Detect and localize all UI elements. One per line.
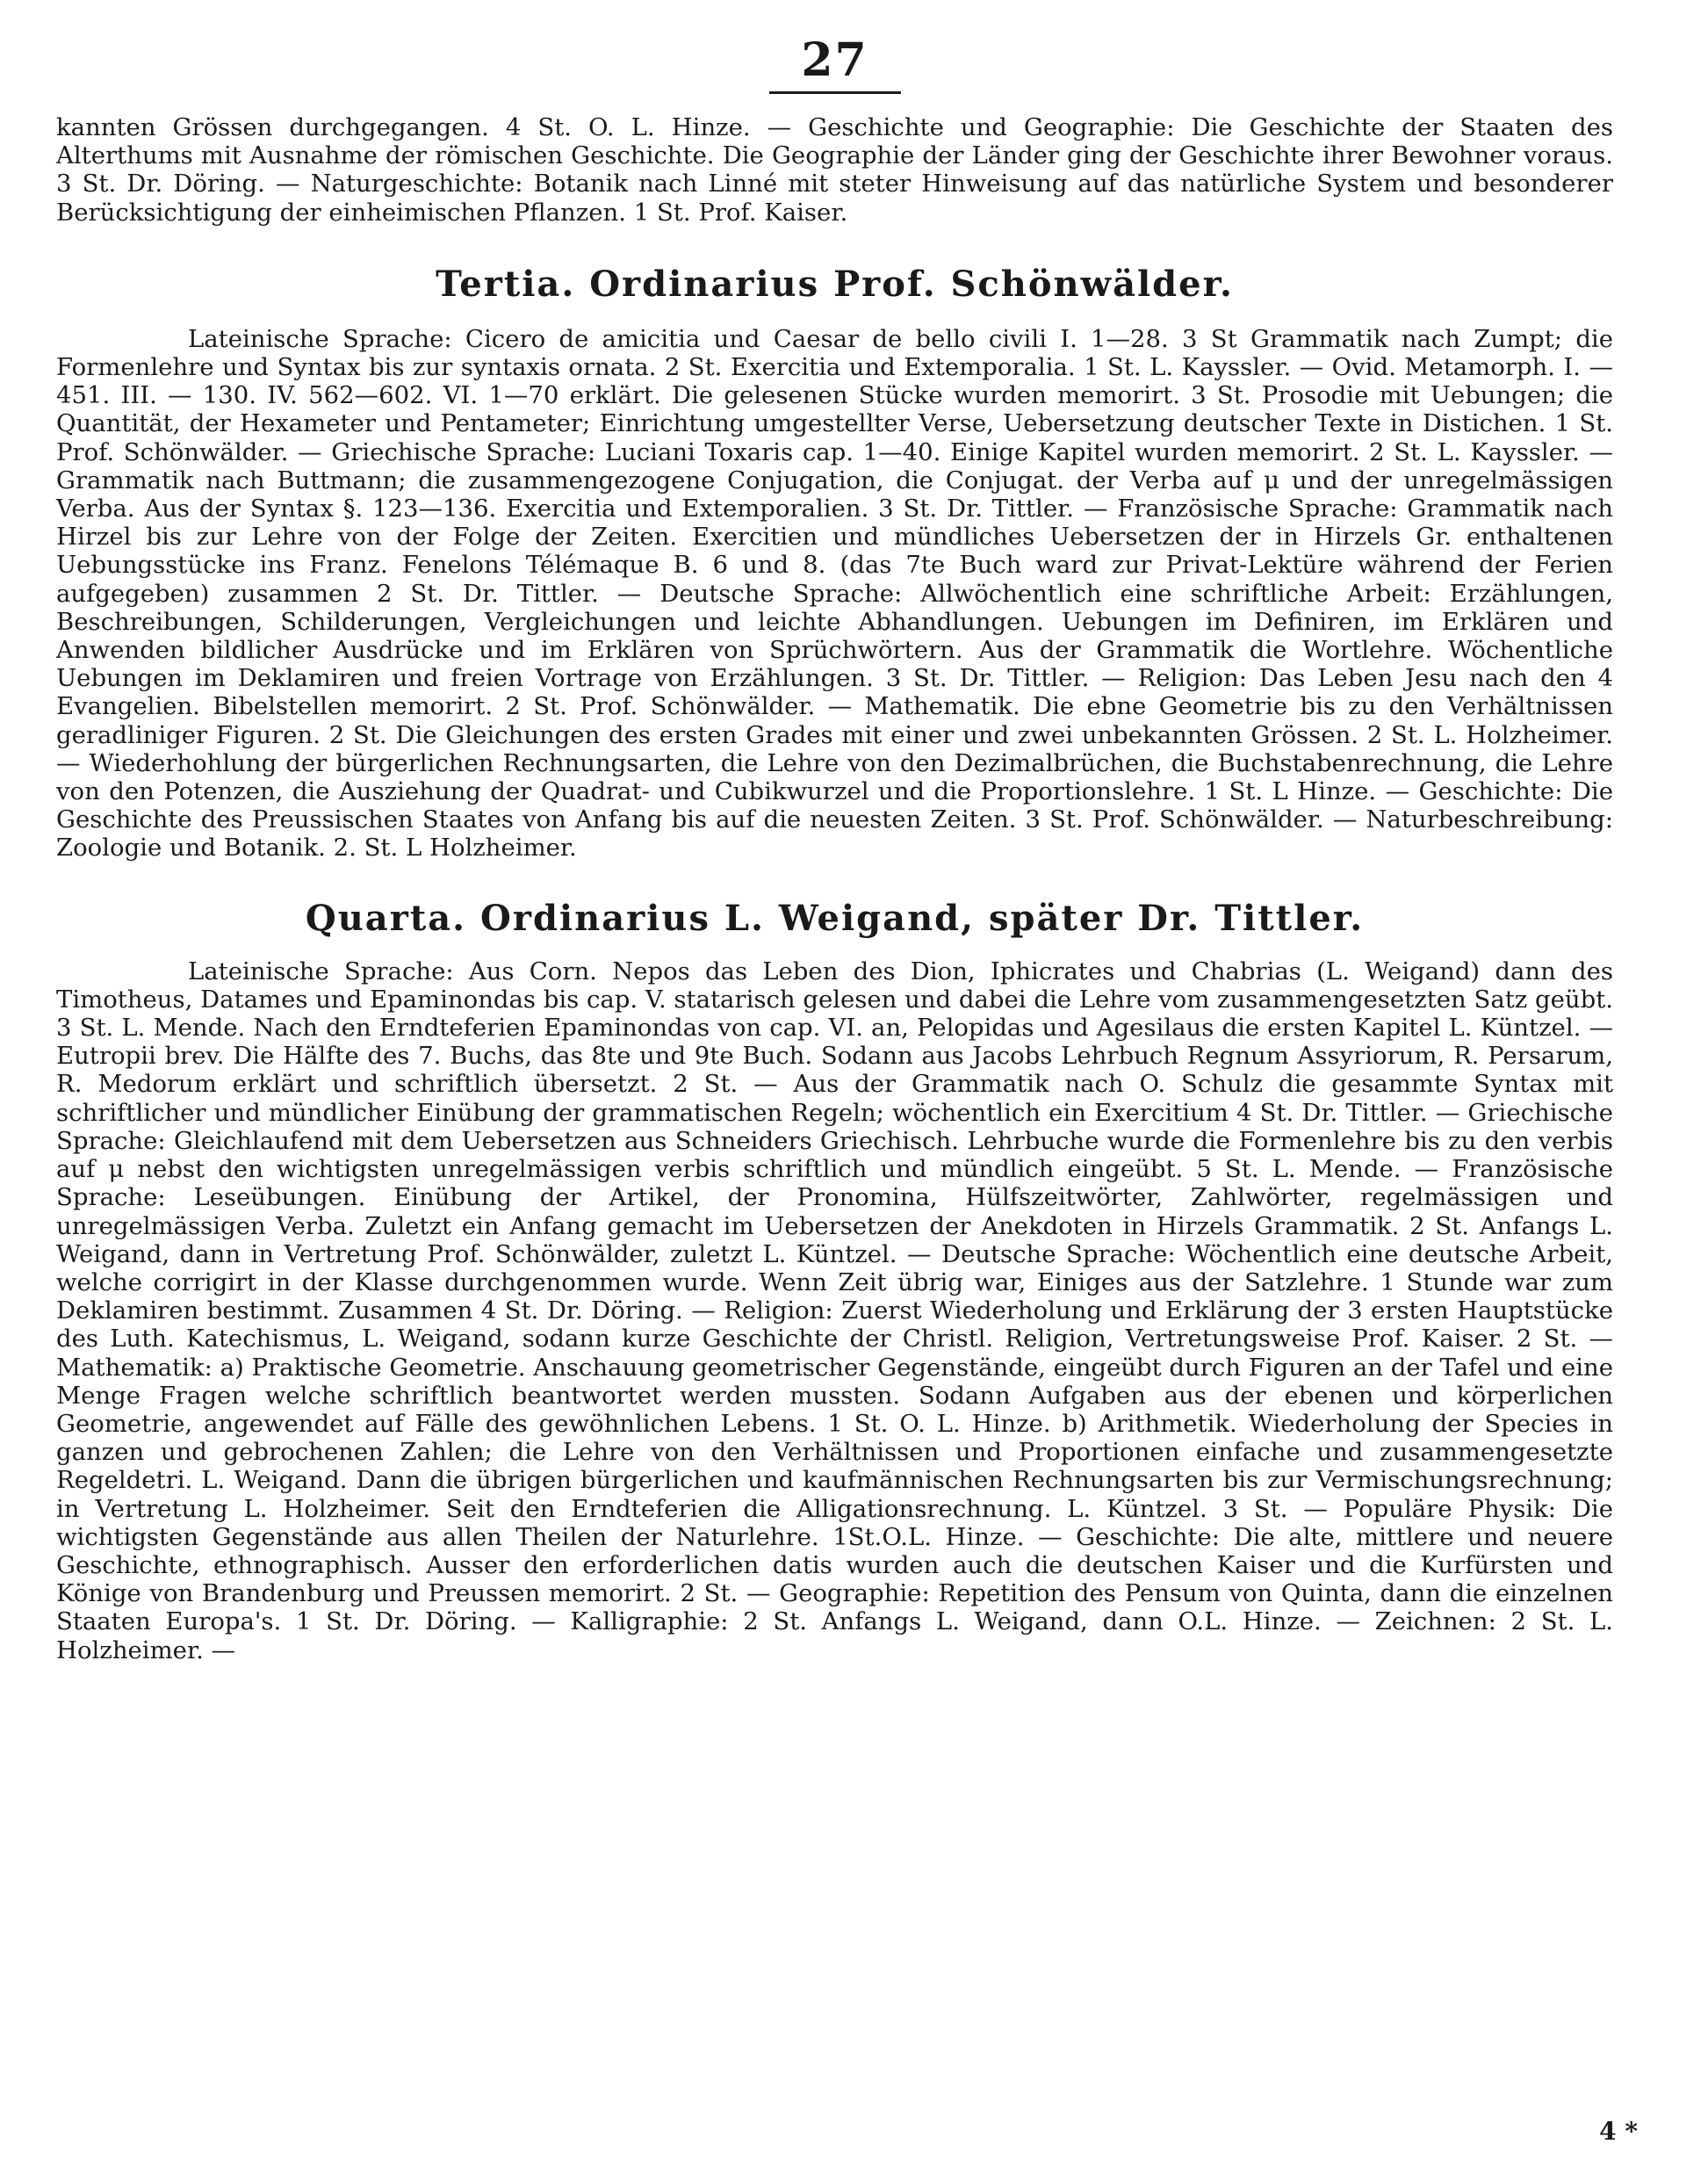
signature-mark: 4 * [1599, 2117, 1638, 2146]
tertia-heading: Tertia. Ordinarius Prof. Schönwälder. [436, 263, 1234, 305]
page-number: 27 [801, 33, 868, 87]
intro-paragraph: kannten Grössen durchgegangen. 4 St. O. L. Hinze. — Geschichte und Geographie: Die Geschichte der Staaten des Alterthums mit Ausnahme der römischen Geschichte. Die Geographie der Länder ging der Geschichte ihrer Bewohner voraus. 3 St. Dr. Döring. — Naturgeschichte: Botanik nach Linné mit steter Hinweisung auf das natürliche System und besonderer Berücksichtigung der einheimischen Pflanzen. 1 St. Prof. Kaiser. [56, 113, 1613, 227]
document-page [56, 35, 1613, 1664]
tertia-paragraph: Lateinische Sprache: Cicero de amicitia und Caesar de bello civili I. 1—28. 3 St Grammatik nach Zumpt; die Formenlehre und Syntax bis zur syntaxis ornata. 2 St. Exercitia und Extemporalia. 1 St. L. Kayssler. — Ovid. Metamorph. I. — 451. III. — 130. IV. 562—602. VI. 1—70 erklärt. Die gelesenen Stücke wurden memorirt. 3 St. Prosodie mit Uebungen; die Quantität, der Hexameter und Pentameter; Einrichtung umgestellter Verse, Uebersetzung deutscher Texte in Distichen. 1 St. Prof. Schönwälder. — Griechische Sprache: Luciani Toxaris cap. 1—40. Einige Kapitel wurden memorirt. 2 St. L. Kayssler. — Grammatik nach Buttmann; die zusammengezogene Conjugation, die Conjugat. der Verba auf μ und der unregelmässigen Verba. Aus der Syntax §. 123—136. Exercitia und Extemporalien. 3 St. Dr. Tittler. — Französische Sprache: Grammatik nach Hirzel bis zur Lehre von der Folge der Zeiten. Exercitien und mündliches Uebersetzen der in Hirzels Gr. enthaltenen Uebungsstücke ins Franz. Fenelons Télémaque B. 6 und 8. (das 7te Buch ward zur Privat-Lektüre während der Ferien aufgegeben) zusammen 2 St. Dr. Tittler. — Deutsche Sprache: Allwöchentlich eine schriftliche Arbeit: Erzählungen, Beschreibungen, Schilderungen, Vergleichungen und leichte Abhandlungen. Uebungen im Definiren, im Erklären und Anwenden bildlicher Ausdrücke und im Erklären von Sprüchwörtern. Aus der Grammatik die Wortlehre. Wöchentliche Uebungen im Deklamiren und freien Vortrage von Erzählungen. 3 St. Dr. Tittler. — Religion: Das Leben Jesu nach den 4 Evangelien. Bibelstellen memorirt. 2 St. Prof. Schönwälder. — Mathematik. Die ebne Geometrie bis zu den Verhältnissen geradliniger Figuren. 2 St. Die Gleichungen des ersten Grades mit einer und zwei unbekannten Grössen. 2 St. L. Holzheimer. — Wiederhohlung der bürgerlichen Rechnungsarten, die Lehre von den Dezimalbrüchen, die Buchstabenrechnung, die Lehre von den Potenzen, die Ausziehung der Quadrat- und Cubikwurzel und die Proportionslehre. 1 St. L Hinze. — Geschichte: Die Geschichte des Preussischen Staates von Anfang bis auf die neuesten Zeiten. 3 St. Prof. Schönwälder. — Naturbeschreibung: Zoologie und Botanik. 2. St. L Holzheimer. [56, 324, 1613, 863]
quarta-paragraph: Lateinische Sprache: Aus Corn. Nepos das Leben des Dion, Iphicrates und Chabrias (L. Weigand) dann des Timotheus, Datames und Epaminondas bis cap. V. statarisch gelesen und dabei die Lehre vom zusammengesetzten Satz geübt. 3 St. L. Mende. Nach den Erndteferien Epaminondas von cap. VI. an, Pelopidas und Agesilaus die ersten Kapitel L. Küntzel. — Eutropii brev. Die Hälfte des 7. Buchs, das 8te und 9te Buch. Sodann aus Jacobs Lehrbuch Regnum Assyriorum, R. Persarum, R. Medorum erklärt und schriftlich übersetzt. 2 St. — Aus der Grammatik nach O. Schulz die gesammte Syntax mit schriftlicher und mündlicher Einübung der grammatischen Regeln; wöchentlich ein Exercitium 4 St. Dr. Tittler. — Griechische Sprache: Gleichlaufend mit dem Uebersetzen aus Schneiders Griechisch. Lehrbuche wurde die Formenlehre bis zu den verbis auf μ nebst den wichtigsten unregelmässigen verbis schriftlich und mündlich eingeübt. 5 St. L. Mende. — Französische Sprache: Leseübungen. Einübung der Artikel, der Pronomina, Hülfszeitwörter, Zahlwörter, regelmässigen und unregelmässigen Verba. Zuletzt ein Anfang gemacht im Uebersetzen der Anekdoten in Hirzels Grammatik. 2 St. Anfangs L. Weigand, dann in Vertretung Prof. Schönwälder, zuletzt L. Küntzel. — Deutsche Sprache: Wöchentlich eine deutsche Arbeit, welche corrigirt in der Klasse durchgenommen wurde. Wenn Zeit übrig war, Einiges aus der Satzlehre. 1 Stunde war zum Deklamiren bestimmt. Zusammen 4 St. Dr. Döring. — Religion: Zuerst Wiederholung und Erklärung der 3 ersten Hauptstücke des Luth. Katechismus, L. Weigand, sodann kurze Geschichte der Christl. Religion, Vertretungsweise Prof. Kaiser. 2 St. — Mathematik: a) Praktische Geometrie. Anschauung geometrischer Gegenstände, eingeübt durch Figuren an der Tafel und eine Menge Fragen welche schriftlich beantwortet werden mussten. Sodann Aufgaben aus der ebenen und körperlichen Geometrie, angewendet auf Fälle des gewöhnlichen Lebens. 1 St. O. L. Hinze. b) Arithmetik. Wiederholung der Species in ganzen und gebrochenen Zahlen; die Lehre von den Verhältnissen und Proportionen einfache und zusammengesetzte Regeldetri. L. Weigand. Dann die übrigen bürgerlichen und kaufmännischen Rechnungsarten bis zur Vermischungsrechnung; in Vertretung L. Holzheimer. Seit den Erndteferien die Alligationsrechnung. L. Küntzel. 3 St. — Populäre Physik: Die wichtigsten Gegenstände aus allen Theilen der Naturlehre. 1St.O.L. Hinze. — Geschichte: Die alte, mittlere und neuere Geschichte, ethnographisch. Ausser den erforderlichen datis wurden auch die deutschen Kaiser und die Kurfürsten und Könige von Brandenburg und Preussen memorirt. 2 St. — Geographie: Repetition des Pensum von Quinta, dann die einzelnen Staaten Europa's. 1 St. Dr. Döring. — Kalligraphie: 2 St. Anfangs L. Weigand, dann O.L. Hinze. — Zeichnen: 2 St. L. Holzheimer. — [56, 957, 1613, 1664]
quarta-heading: Quarta. Ordinarius L. Weigand, später Dr. Tittler. [305, 897, 1365, 939]
page-number-rule [769, 91, 901, 94]
